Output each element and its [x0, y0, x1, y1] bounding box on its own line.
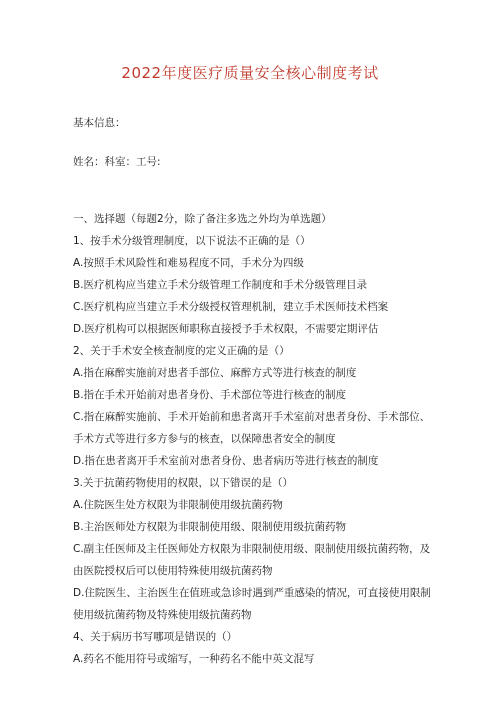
option-line: D.住院医生、主治医生在值班或急诊时遇到严重感染的情况，可直接使用限制: [73, 587, 431, 599]
question-line: 1、按手术分级管理制度，以下说法不正确的是（）: [73, 235, 311, 247]
option-line: A.药名不能用符号或缩写，一种药名不能中英文混写: [73, 653, 315, 665]
option-line: B.指在手术开始前对患者身份、手术部位等进行核查的制度: [73, 389, 347, 401]
question-line: 2、关于手术安全核查制度的定义正确的是（）: [73, 345, 290, 357]
option-continuation-line: 由医院授权后可以使用特殊使用级抗菌药物: [73, 565, 273, 577]
option-line: B.主治医师处方权限为非限制使用级、限制使用级抗菌药物: [73, 521, 347, 533]
option-line: A.住院医生处方权限为非限制使用级抗菌药物: [73, 499, 283, 511]
page-title: 2022年度医疗质量安全核心制度考试: [121, 64, 379, 82]
section-heading: 一、选择题（每题2分，除了备注多选之外均为单选题）: [73, 213, 332, 225]
name-line: 姓名：科室：工号:: [73, 156, 161, 168]
question-line: 3.关于抗菌药物使用的权限，以下错误的是（）: [73, 477, 294, 489]
option-line: C.副主任医师及主任医师处方权限为非限制使用级、限制使用级抗菌药物，及: [73, 543, 431, 555]
option-line: C.指在麻醉实施前、手术开始前和患者离开手术室前对患者身份、手术部位、: [73, 411, 431, 423]
option-continuation-line: 使用级抗菌药物及特殊使用级抗菌药物: [73, 609, 252, 621]
question-line: 4、关于病历书写哪项是错误的（）: [73, 631, 238, 643]
option-continuation-line: 手术方式等进行多方参与的核查，以保障患者安全的制度: [73, 433, 336, 445]
basic-info-label: 基本信息：: [73, 117, 126, 129]
option-line: D.指在患者离开手术室前对患者身份、患者病历等进行核查的制度: [73, 455, 379, 467]
option-line: D.医疗机构可以根据医师职称直接授予手术权限，不需要定期评估: [73, 323, 379, 335]
option-line: B.医疗机构应当建立手术分级管理工作制度和手术分级管理目录: [73, 279, 368, 291]
option-line: C.医疗机构应当建立手术分级授权管理机制，建立手术医师技术档案: [73, 301, 389, 313]
option-line: A.按照手术风险性和难易程度不同，手术分为四级: [73, 257, 304, 269]
option-line: A.指在麻醉实施前对患者手部位、麻醉方式等进行核查的制度: [73, 367, 357, 379]
